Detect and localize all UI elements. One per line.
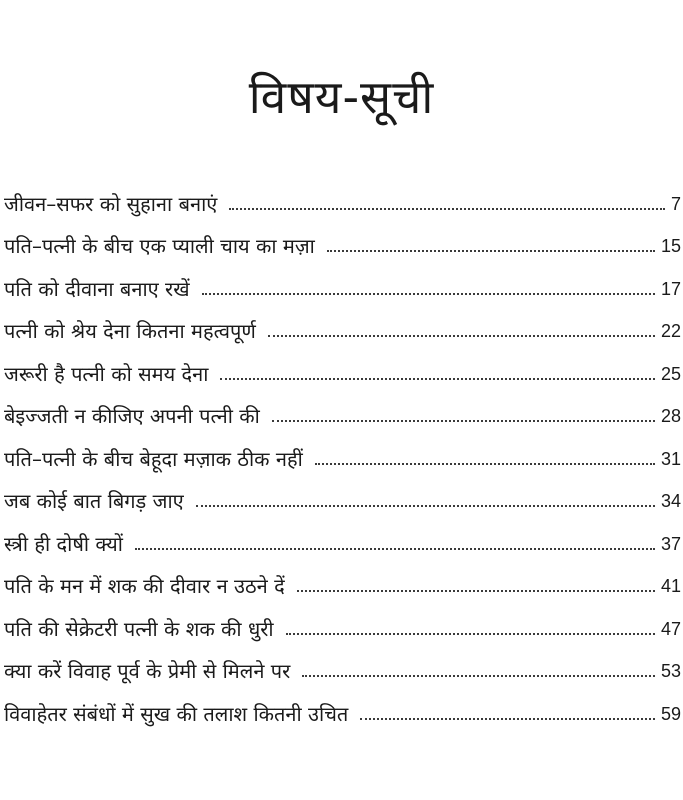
toc-entry-page: 7 — [670, 193, 681, 214]
dot-leader — [229, 208, 665, 210]
toc-entry[interactable] — [4, 601, 681, 644]
toc-entry-title: बेइज्जती न कीजिए अपनी पत्नी की — [4, 404, 260, 428]
dot-leader — [202, 293, 655, 295]
dot-leader — [220, 378, 655, 380]
dot-leader — [196, 505, 655, 507]
toc-entry-title: स्त्री ही दोषी क्यों — [4, 531, 123, 556]
dot-leader — [360, 718, 655, 720]
toc-entry-title: पति–पत्नी के बीच बेहूदा मज़ाक ठीक नहीं — [4, 446, 303, 471]
toc-entry-title: जरूरी है पत्नी को समय देना — [4, 361, 209, 386]
toc-entry-title: पति–पत्नी के बीच एक प्याली चाय का मज़ा — [4, 234, 315, 258]
dot-leader — [302, 675, 655, 677]
toc-entry-title: पति के मन में शक की दीवार न उठने दें — [4, 574, 285, 598]
toc-entry[interactable] — [4, 219, 681, 262]
toc-entry[interactable] — [4, 346, 681, 389]
toc-entry[interactable] — [4, 176, 681, 219]
dot-leader — [286, 633, 655, 635]
toc-entry-page: 31 — [660, 448, 681, 469]
page-title: विषय-सूची — [248, 70, 435, 124]
dot-leader — [297, 590, 655, 592]
toc-entry[interactable] — [4, 686, 681, 729]
toc-entry-title: पति की सेक्रेटरी पत्नी के शक की धुरी — [4, 616, 274, 641]
toc-entry[interactable] — [4, 516, 681, 559]
toc-entry[interactable] — [4, 559, 681, 602]
toc-entry-page: 17 — [660, 278, 681, 299]
toc-entry-title: पत्नी को श्रेय देना कितना महत्वपूर्ण — [4, 319, 256, 343]
dot-leader — [268, 335, 655, 337]
toc-entry-page: 37 — [660, 533, 681, 554]
toc-entry-title: जीवन–सफर को सुहाना बनाएं — [4, 191, 218, 216]
toc-entry-page: 41 — [660, 576, 681, 596]
table-of-contents — [4, 176, 681, 729]
toc-entry[interactable] — [4, 389, 681, 432]
toc-entry-page: 15 — [660, 236, 681, 256]
toc-entry[interactable] — [4, 644, 681, 687]
toc-entry-page: 47 — [660, 618, 681, 639]
dot-leader — [135, 548, 655, 550]
toc-entry-title: जब कोई बात बिगड़ जाए — [4, 489, 184, 513]
toc-entry[interactable] — [4, 261, 681, 304]
toc-entry[interactable] — [4, 431, 681, 474]
toc-entry-page: 25 — [660, 363, 681, 384]
toc-entry-page: 22 — [660, 321, 681, 341]
dot-leader — [272, 420, 655, 422]
toc-entry-page: 59 — [660, 703, 681, 724]
dot-leader — [327, 250, 655, 252]
dot-leader — [315, 463, 655, 465]
toc-entry-page: 53 — [660, 661, 681, 681]
toc-entry-page: 28 — [660, 406, 681, 426]
toc-entry-page: 34 — [660, 491, 681, 511]
toc-entry[interactable] — [4, 474, 681, 517]
toc-entry-title: पति को दीवाना बनाए रखें — [4, 276, 190, 301]
toc-entry-title: क्या करें विवाह पूर्व के प्रेमी से मिलने पर — [4, 659, 291, 683]
toc-entry-title: विवाहेतर संबंधों में सुख की तलाश कितनी उचित — [4, 701, 349, 726]
toc-entry[interactable] — [4, 304, 681, 347]
